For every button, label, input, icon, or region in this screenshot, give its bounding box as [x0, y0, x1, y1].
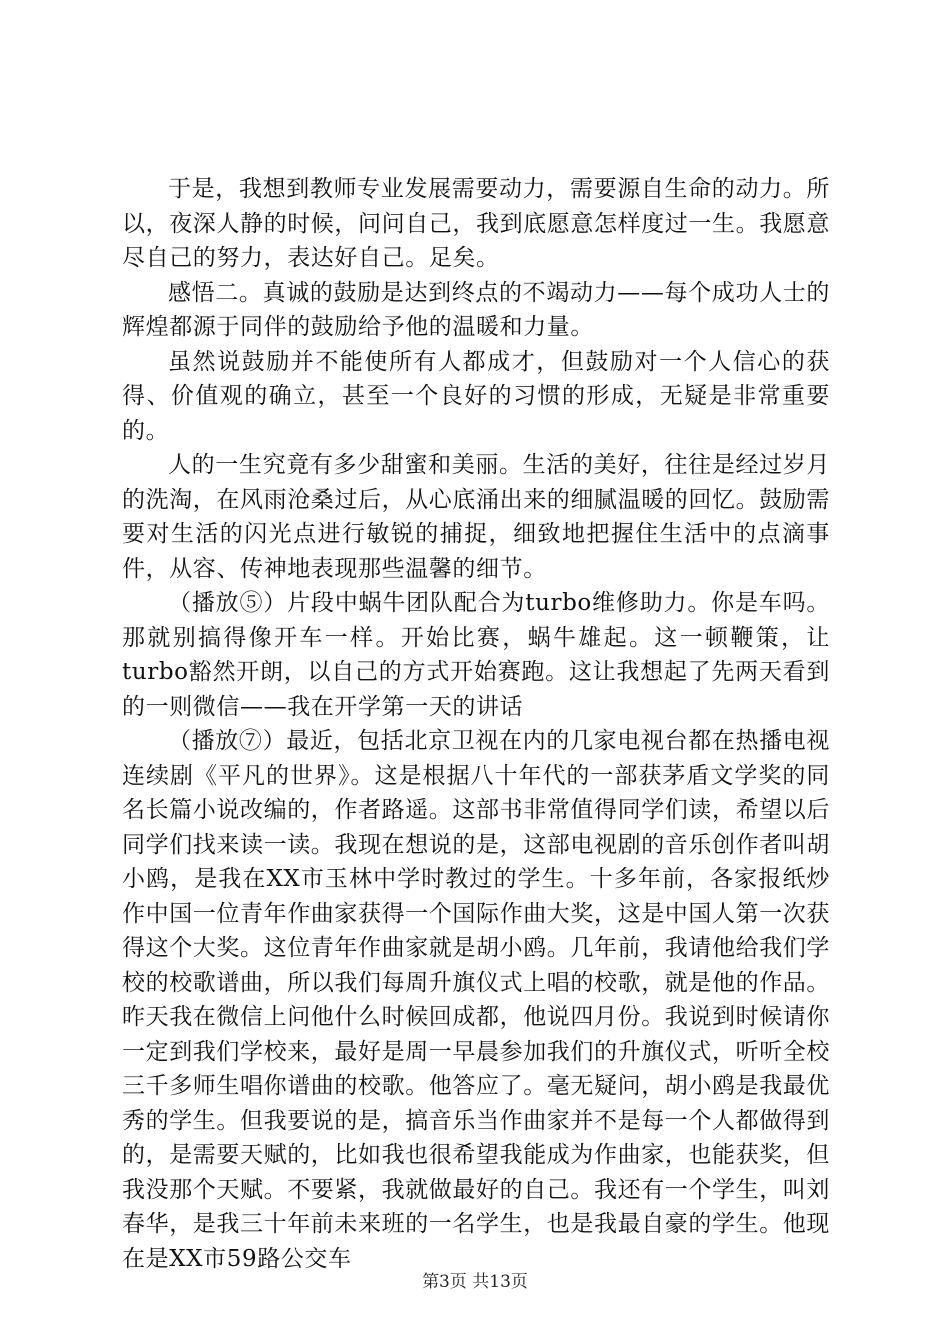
paragraph: （播放⑦）最近，包括北京卫视在内的几家电视台都在热播电视连续剧《平凡的世界》。这是根据八十年代的一部获茅盾文学奖的同名长篇小说改编的，作者路遥。这部书非常值得同学们读，希望以后同学们找来读一读。我现在想说的是，这部电视剧的音乐创作者叫胡小鸥，是我在XX市玉林中学时教过的学生。十多年前，各家报纸炒作中国一位青年作曲家获得一个国际作曲大奖，这是中国人第一次获得这个大奖。这位青年作曲家就是胡小鸥。几年前，我请他给我们学校的校歌谱曲，所以我们每周升旗仪式上唱的校歌，就是他的作品。昨天我在微信上问他什么时候回成都，他说四月份。我说到时候请你一定到我们学校来，最好是周一早晨参加我们的升旗仪式，听听全校三千多师生唱你谱曲的校歌。他答应了。毫无疑问，胡小鸥是我最优秀的学生。但我要说的是，搞音乐当作曲家并不是每一个人都做得到的，是需要天赋的，比如我也很希望我能成为作曲家，也能获奖，但我没那个天赋。不要紧，我就做最好的自己。我还有一个学生，叫刘春华，是我三十年前未来班的一名学生，也是我最自豪的学生。他现在是XX市59路公交车	[122, 728, 830, 1272]
paragraph: 人的一生究竟有多少甜蜜和美丽。生活的美好，往往是经过岁月的洗淘，在风雨沧桑过后，从心底涌出来的细腻温暖的回忆。鼓励需要对生活的闪光点进行敏锐的捕捉，细致地把握住生活中的点滴事件，从容、传神地表现那些温馨的细节。	[122, 452, 830, 582]
paragraph: （播放⑤）片段中蜗牛团队配合为turbo维修助力。你是车吗。那就别搞得像开车一样。开始比赛，蜗牛雄起。这一顿鞭策，让turbo豁然开朗，以自己的方式开始赛跑。这让我想起了先两天看到的一则微信——我在开学第一天的讲话	[122, 590, 830, 720]
document-body	[122, 172, 830, 1276]
paragraph: 虽然说鼓励并不能使所有人都成才，但鼓励对一个人信心的获得、价值观的确立，甚至一个良好的习惯的形成，无疑是非常重要的。	[122, 348, 830, 444]
page-number-footer: 第3页 共13页	[422, 1272, 528, 1292]
paragraph: 于是，我想到教师专业发展需要动力，需要源自生命的动力。所以，夜深人静的时候，问问自己，我到底愿意怎样度过一生。我愿意尽自己的努力，表达好自己。足矣。	[122, 176, 830, 271]
paragraph: 感悟二。真诚的鼓励是达到终点的不竭动力——每个成功人士的辉煌都源于同伴的鼓励给予他的温暖和力量。	[122, 279, 830, 340]
